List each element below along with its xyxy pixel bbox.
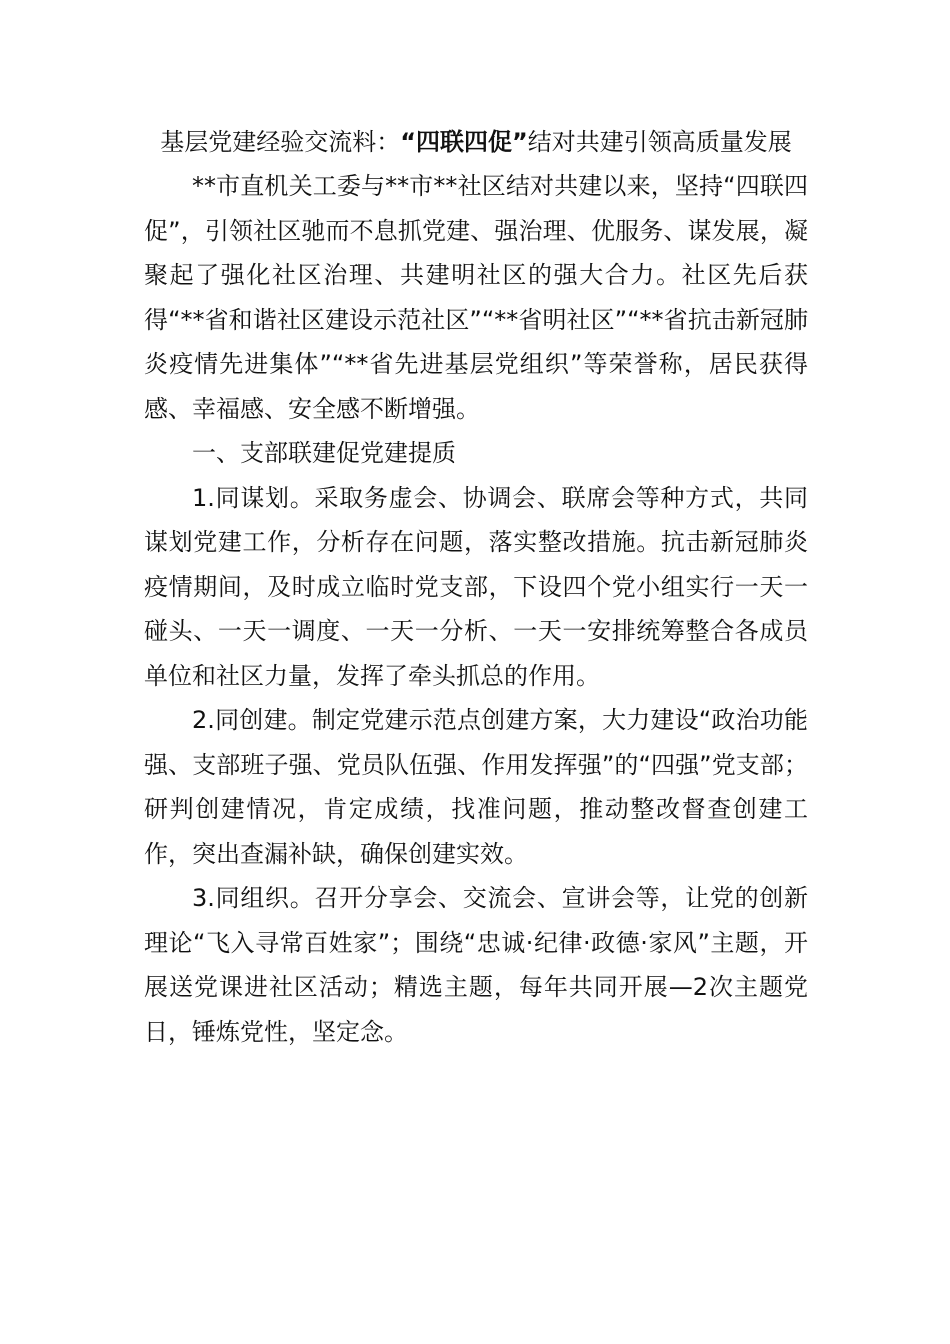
intro-paragraph: **市直机关工委与**市**社区结对共建以来，坚持“四联四促”，引领社区驰而不息抓党建、强治理、优服务、谋发展，凝聚起了强化社区治理、共建明社区的强大合力。社区先后获得“**省和谐社区建设示范社区”“**省明社区”“**省抗击新冠肺炎疫情先进集体”“**省先进基层党组织”等荣誉称，居民获得感、幸福感、安全感不断增强。 [144, 172, 808, 423]
document-page [144, 120, 808, 1054]
section1-heading: 一、支部联建促党建提质 [192, 439, 456, 467]
item1-paragraph: 1.同谋划。采取务虚会、协调会、联席会等种方式，共同谋划党建工作，分析存在问题，落实整改措施。抗击新冠肺炎疫情期间，及时成立临时党支部，下设四个党小组实行一天一碰头、一天一调度、一天一分析、一天一安排统筹整合各成员单位和社区力量，发挥了牵头抓总的作用。 [144, 483, 808, 690]
title-quote: “四联四促” [400, 128, 528, 156]
title-part1: 基层党建经验交流料： [160, 128, 401, 156]
title-part2: 结对共建引领高质量发展 [527, 128, 792, 156]
item2-paragraph: 2.同创建。制定党建示范点创建方案，大力建设“政治功能强、支部班子强、党员队伍强、作用发挥强”的“四强”党支部；研判创建情况，肯定成绩，找准问题，推动整改督查创建工作，突出查漏补缺，确保创建实效。 [144, 706, 808, 868]
document-title [144, 120, 808, 164]
item3-paragraph: 3.同组织。召开分享会、交流会、宣讲会等，让党的创新理论“飞入寻常百姓家”；围绕“忠诚·纪律·政德·家风”主题，开展送党课进社区活动；精选主题，每年共同开展—2次主题党日，锤炼党性，坚定念。 [144, 884, 808, 1046]
